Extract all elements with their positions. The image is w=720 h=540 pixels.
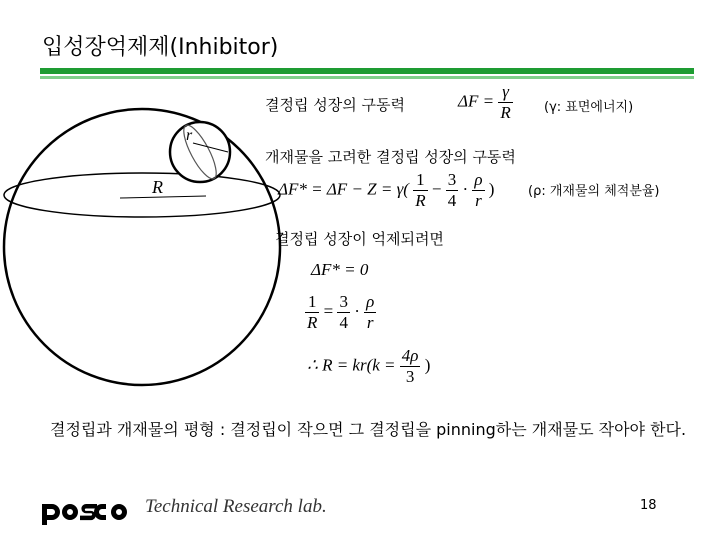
eq2-f3-numerator: ρ <box>474 170 483 189</box>
eq3-f2-numerator: 3 <box>339 292 348 311</box>
inclusion-driving-force-equation <box>278 170 494 211</box>
eq3-f1-denominator: R <box>307 313 318 332</box>
eq1-numerator: γ <box>498 82 512 103</box>
inclusion-driving-force-label: 개재물을 고려한 결정립 성장의 구동력 <box>265 148 516 166</box>
eq1-fraction <box>498 82 512 123</box>
grain-sphere <box>4 109 280 385</box>
eq2-lhs: ΔF* = ΔF − Z = γ( <box>278 179 409 199</box>
eq2-dot: · <box>462 179 469 199</box>
grain-radius-label: R <box>152 177 163 197</box>
eq2-minus: − <box>431 179 442 199</box>
eq3-fraction-3 <box>364 292 376 333</box>
eq3-result-lhs: ∴ R = kr(k = <box>307 355 396 375</box>
eq3-f2-denominator: 4 <box>339 313 348 332</box>
eq2-f3-denominator: r <box>475 191 482 210</box>
eq3-equals: = <box>323 301 334 321</box>
slide-title: 입성장억제제(Inhibitor) <box>42 35 279 60</box>
eq2-f1-numerator: 1 <box>413 170 427 191</box>
eq3-fraction-2 <box>337 292 350 333</box>
footer-lab-name: Technical Research lab. <box>145 496 327 517</box>
grain-radius-line <box>120 196 206 198</box>
eq1-lhs: ΔF = <box>458 91 495 111</box>
driving-force-label: 결정립 성장의 구동력 <box>265 96 405 114</box>
eq1-denominator: R <box>500 103 511 122</box>
eq3-fraction-1 <box>305 292 319 333</box>
eq2-f2-denominator: 4 <box>447 191 457 210</box>
eq3-result-close: ) <box>424 355 431 375</box>
eq3-result-numerator: 4ρ <box>401 346 419 365</box>
eq2-fraction-1 <box>413 170 427 211</box>
eq2-fraction-2 <box>446 170 459 211</box>
inhibition-condition-label: 결정립 성장이 억제되려면 <box>275 230 444 248</box>
posco-logo <box>40 498 130 526</box>
inclusion-sphere <box>170 122 230 182</box>
eq3-f1-numerator: 1 <box>305 292 319 313</box>
grain-size-result-equation <box>307 346 430 387</box>
surface-energy-note: (γ: 표면에너지) <box>544 100 634 115</box>
equilibrium-equation <box>305 292 376 333</box>
eq3-dot: · <box>354 301 360 321</box>
eq2-f2-numerator: 3 <box>447 170 457 189</box>
inclusion-radius-label: r <box>186 127 193 144</box>
zero-force-equation: ΔF* = 0 <box>311 260 369 279</box>
eq2-close: ) <box>488 179 495 199</box>
equilibrium-statement: 결정립과 개재물의 평형 : 결정립이 작으면 그 결정립을 pinning하는 개재물도 작아야 한다. <box>50 420 687 439</box>
grain-equator <box>4 173 280 217</box>
eq2-fraction-3 <box>472 170 484 211</box>
eq3-f3-numerator: ρ <box>366 292 375 311</box>
volume-fraction-note: (ρ: 개재물의 체적분율) <box>528 184 660 199</box>
eq2-f1-denominator: R <box>415 191 426 210</box>
eq3-result-fraction <box>400 346 421 387</box>
page-number: 18 <box>640 498 657 513</box>
driving-force-equation <box>458 82 513 123</box>
eq3-f3-denominator: r <box>366 313 374 332</box>
eq3-result-denominator: 3 <box>405 367 415 386</box>
